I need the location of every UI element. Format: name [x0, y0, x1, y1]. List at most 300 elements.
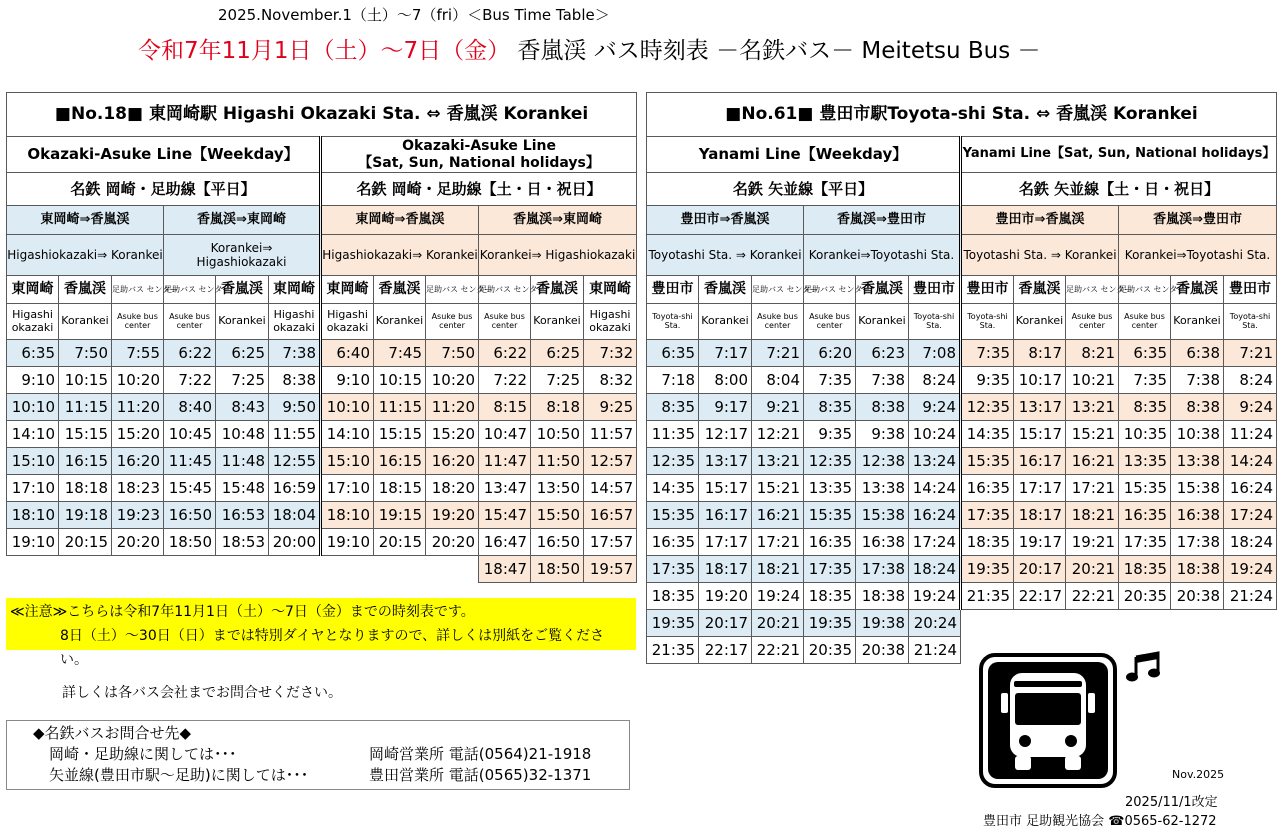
stop-name-text: 足助バス センター [752, 285, 819, 295]
time-cell: 8:04 [752, 367, 804, 394]
time-cell: 18:17 [699, 556, 752, 583]
stop-name-en: Higashi okazaki [321, 304, 374, 340]
time-cell: 15:35 [647, 502, 699, 529]
time-cell: 15:50 [531, 502, 584, 529]
stop-name: 豊田市 [647, 276, 699, 304]
time-cell: 15:38 [856, 502, 909, 529]
time-cell: 8:24 [1224, 367, 1277, 394]
time-cell: 8:40 [164, 394, 216, 421]
time-cell: 19:10 [321, 529, 374, 556]
time-cell: 13:17 [1014, 394, 1066, 421]
time-cell: 6:25 [216, 340, 269, 367]
page-title [138, 32, 1041, 65]
time-cell: 11:48 [216, 448, 269, 475]
time-cell: 22:17 [1014, 583, 1066, 610]
time-cell: 18:24 [909, 556, 961, 583]
time-cell: 7:55 [112, 340, 164, 367]
stop-name-en-text: Asuke bus center [484, 311, 525, 331]
time-cell: 9:35 [804, 421, 856, 448]
table-row [7, 556, 637, 583]
time-cell: 16:17 [1014, 448, 1066, 475]
time-cell: 11:45 [164, 448, 216, 475]
time-cell: 14:35 [647, 475, 699, 502]
time-cell: 15:35 [1119, 475, 1171, 502]
time-cell: 17:38 [1171, 529, 1224, 556]
time-cell: 8:18 [531, 394, 584, 421]
line-weekday-jp-no61: 名鉄 矢並線【平日】 [647, 173, 961, 206]
time-cell: 19:24 [752, 583, 804, 610]
direction-label: 豊田市⇒香嵐渓 [647, 206, 804, 235]
stop-name: 豊田市 [961, 276, 1014, 304]
time-cell: 20:15 [374, 529, 426, 556]
time-cell: 20:17 [1014, 556, 1066, 583]
time-cell: 11:57 [584, 421, 637, 448]
stop-name: 香嵐渓 [1014, 276, 1066, 304]
stop-name-en-text: Asuke bus center [1124, 311, 1165, 331]
time-cell: 19:17 [1014, 529, 1066, 556]
contact-label: 岡崎・足助線に関しては･･･ [49, 745, 237, 763]
time-cell: 7:18 [647, 367, 699, 394]
time-cell: 10:10 [321, 394, 374, 421]
time-cell: 16:57 [584, 502, 637, 529]
time-cell: 8:15 [479, 394, 531, 421]
table-row [647, 637, 1277, 664]
stop-name-en [647, 304, 699, 340]
time-cell: 7:22 [479, 367, 531, 394]
time-cell: 6:20 [804, 340, 856, 367]
time-cell: 15:38 [1171, 475, 1224, 502]
time-cell: 10:20 [426, 367, 479, 394]
time-cell: 7:35 [1119, 367, 1171, 394]
time-cell: 22:21 [1066, 583, 1119, 610]
stop-name-en [479, 304, 531, 340]
nov-date: Nov.2025 [1172, 768, 1225, 781]
time-cell: 15:20 [426, 421, 479, 448]
stop-name [112, 276, 179, 304]
timetable-no18 [6, 92, 637, 583]
time-cell: 18:04 [269, 502, 321, 529]
line-weekday-jp-no18: 名鉄 岡崎・足助線【平日】 [7, 173, 321, 206]
table-row [647, 529, 1277, 556]
time-cell: 19:35 [647, 610, 699, 637]
contact-row [33, 765, 629, 786]
time-cell: 6:22 [479, 340, 531, 367]
time-cell: 11:20 [112, 394, 164, 421]
time-cell: 19:38 [856, 610, 909, 637]
time-cell: 16:24 [1224, 475, 1277, 502]
time-cell: 7:32 [584, 340, 637, 367]
line-weekday-no18: Okazaki-Asuke Line【Weekday】 [7, 137, 321, 173]
stop-name-text: 足助バス センター [804, 285, 871, 295]
time-cell: 16:47 [479, 529, 531, 556]
direction-label-en: Toyotashi Sta. ⇒ Korankei [647, 235, 804, 276]
time-cell: 6:35 [1119, 340, 1171, 367]
time-cell: 20:21 [752, 610, 804, 637]
direction-label-en: Higashiokazaki⇒ Korankei [7, 235, 164, 276]
time-cell [7, 556, 59, 583]
contact-row [33, 744, 629, 765]
time-cell: 12:57 [584, 448, 637, 475]
time-cell: 15:17 [699, 475, 752, 502]
time-cell: 19:18 [59, 502, 112, 529]
time-cell: 8:38 [856, 394, 909, 421]
time-cell: 9:24 [909, 394, 961, 421]
time-cell [216, 556, 269, 583]
stop-name-en [752, 304, 804, 340]
time-cell: 18:35 [961, 529, 1014, 556]
time-cell: 10:35 [1119, 421, 1171, 448]
time-cell: 18:15 [374, 475, 426, 502]
stop-name: 香嵐渓 [531, 276, 584, 304]
time-cell: 13:50 [531, 475, 584, 502]
stop-name-en-text: Asuke bus center [117, 311, 158, 331]
time-cell: 14:57 [584, 475, 637, 502]
stop-name-en-text: Asuke bus center [169, 311, 210, 331]
time-cell: 13:47 [479, 475, 531, 502]
time-cell: 16:21 [752, 502, 804, 529]
stop-name-en: Korankei [374, 304, 426, 340]
time-cell: 6:38 [1171, 340, 1224, 367]
time-cell: 16:21 [1066, 448, 1119, 475]
time-cell: 11:35 [647, 421, 699, 448]
time-cell: 16:59 [269, 475, 321, 502]
time-cell: 19:24 [909, 583, 961, 610]
stop-name: 香嵐渓 [1171, 276, 1224, 304]
time-cell: 11:50 [531, 448, 584, 475]
route-title-no18: ■No.18■ 東岡崎駅 Higashi Okazaki Sta. ⇔ 香嵐渓 Korankei [7, 93, 637, 137]
stop-name-en: Korankei [531, 304, 584, 340]
time-cell [1014, 610, 1066, 637]
time-cell: 10:45 [164, 421, 216, 448]
stop-name-en: Higashi okazaki [584, 304, 637, 340]
music-note-icon [1124, 651, 1164, 683]
time-cell: 16:35 [647, 529, 699, 556]
line-holiday-jp-no61: 名鉄 矢並線【土・日・祝日】 [961, 173, 1277, 206]
direction-label: 香嵐渓⇒豊田市 [1119, 206, 1277, 235]
time-cell: 19:10 [7, 529, 59, 556]
time-cell: 16:38 [856, 529, 909, 556]
stop-name: 香嵐渓 [699, 276, 752, 304]
stop-name-text: 足助バス センター [479, 285, 546, 295]
direction-label-en: Higashiokazaki⇒ Korankei [321, 235, 479, 276]
direction-label: 東岡崎⇒香嵐渓 [7, 206, 164, 235]
time-cell: 15:35 [804, 502, 856, 529]
time-cell: 10:48 [216, 421, 269, 448]
time-cell: 20:17 [699, 610, 752, 637]
notice-box [6, 598, 636, 668]
time-cell: 10:10 [7, 394, 59, 421]
time-cell: 16:35 [1119, 502, 1171, 529]
stop-name-en: Korankei [856, 304, 909, 340]
time-cell: 18:38 [856, 583, 909, 610]
time-cell: 20:20 [112, 529, 164, 556]
time-cell [426, 556, 479, 583]
time-cell: 11:20 [426, 394, 479, 421]
stop-name-en [164, 304, 216, 340]
time-cell: 9:38 [856, 421, 909, 448]
time-cell: 8:32 [584, 367, 637, 394]
time-cell: 15:35 [961, 448, 1014, 475]
time-cell: 17:24 [1224, 502, 1277, 529]
contact-phone: 豊田営業所 電話(0565)32-1371 [369, 766, 592, 784]
time-cell: 18:50 [531, 556, 584, 583]
time-cell: 17:35 [804, 556, 856, 583]
notice-line-2: 8日（土）～30日（日）までは特別ダイヤとなりますので、詳しくは別紙をご覧ください。 [60, 628, 605, 668]
stop-name-en: Korankei [59, 304, 112, 340]
time-cell: 10:20 [112, 367, 164, 394]
time-cell: 15:21 [1066, 421, 1119, 448]
time-cell [112, 556, 164, 583]
time-cell: 15:21 [752, 475, 804, 502]
direction-label-en: Korankei⇒Toyotashi Sta. [1119, 235, 1277, 276]
time-cell [1119, 610, 1171, 637]
time-cell: 9:35 [961, 367, 1014, 394]
time-cell: 13:21 [1066, 394, 1119, 421]
time-cell: 8:17 [1014, 340, 1066, 367]
time-cell: 6:40 [321, 340, 374, 367]
stop-name: 香嵐渓 [856, 276, 909, 304]
stop-name-en-text: Asuke bus center [431, 311, 473, 331]
time-cell: 6:25 [531, 340, 584, 367]
stop-name-en: Korankei [1171, 304, 1224, 340]
time-cell: 8:38 [269, 367, 321, 394]
time-cell: 17:10 [7, 475, 59, 502]
stop-name-en: Korankei [216, 304, 269, 340]
contact-label: 矢並線(豊田市駅～足助)に関しては･･･ [49, 766, 309, 784]
time-cell: 18:21 [1066, 502, 1119, 529]
time-cell: 12:55 [269, 448, 321, 475]
time-cell: 16:50 [531, 529, 584, 556]
table-row [647, 475, 1277, 502]
stop-name [804, 276, 871, 304]
stop-name: 豊田市 [909, 276, 961, 304]
time-cell [164, 556, 216, 583]
time-cell: 15:10 [321, 448, 374, 475]
time-cell: 8:35 [1119, 394, 1171, 421]
direction-label: 香嵐渓⇒東岡崎 [479, 206, 637, 235]
time-cell: 15:47 [479, 502, 531, 529]
time-cell: 10:15 [374, 367, 426, 394]
direction-label-en: Korankei⇒ Higashiokazaki [479, 235, 637, 276]
time-cell: 16:53 [216, 502, 269, 529]
time-cell: 16:24 [909, 502, 961, 529]
stop-name-en: Korankei [1014, 304, 1066, 340]
time-cell: 19:24 [1224, 556, 1277, 583]
time-cell: 16:15 [59, 448, 112, 475]
time-cell: 20:38 [1171, 583, 1224, 610]
stop-name-en-text: Toyota-shi Sta. [652, 311, 693, 331]
time-cell: 9:25 [584, 394, 637, 421]
time-cell: 21:24 [909, 637, 961, 664]
table-row [647, 394, 1277, 421]
time-cell: 17:10 [321, 475, 374, 502]
stop-name-text: 足助バス センター [426, 285, 493, 295]
stop-name-en [1066, 304, 1119, 340]
stop-name-text: 足助バス センター [164, 285, 231, 295]
time-cell: 7:21 [752, 340, 804, 367]
time-cell: 16:15 [374, 448, 426, 475]
contact-box [6, 720, 630, 790]
time-cell: 21:35 [647, 637, 699, 664]
time-cell: 9:10 [7, 367, 59, 394]
stop-name: 東岡崎 [269, 276, 321, 304]
time-cell: 21:24 [1224, 583, 1277, 610]
time-cell: 18:20 [426, 475, 479, 502]
time-cell: 7:38 [1171, 367, 1224, 394]
time-cell: 16:20 [426, 448, 479, 475]
time-cell: 7:38 [269, 340, 321, 367]
time-cell: 6:22 [164, 340, 216, 367]
time-cell: 14:24 [1224, 448, 1277, 475]
time-cell: 11:24 [1224, 421, 1277, 448]
stop-name-en [426, 304, 479, 340]
time-cell: 20:21 [1066, 556, 1119, 583]
line-holiday-no61: Yanami Line【Sat, Sun, National holidays】 [961, 137, 1277, 173]
table-row [647, 448, 1277, 475]
time-cell: 20:35 [804, 637, 856, 664]
time-cell: 9:17 [699, 394, 752, 421]
time-cell: 11:15 [59, 394, 112, 421]
time-cell: 12:21 [752, 421, 804, 448]
table-row [7, 394, 637, 421]
time-cell: 15:45 [164, 475, 216, 502]
time-cell: 10:38 [1171, 421, 1224, 448]
stop-name: 香嵐渓 [374, 276, 426, 304]
line-holiday-no18-1: Okazaki-Asuke Line [402, 138, 556, 155]
time-cell: 19:20 [699, 583, 752, 610]
time-cell: 18:24 [1224, 529, 1277, 556]
time-cell: 19:20 [426, 502, 479, 529]
line-holiday-no18 [321, 137, 637, 173]
time-cell: 20:24 [909, 610, 961, 637]
time-cell: 12:38 [856, 448, 909, 475]
time-cell: 12:35 [804, 448, 856, 475]
stop-name-en [909, 304, 961, 340]
time-cell: 22:21 [752, 637, 804, 664]
stop-name [1066, 276, 1133, 304]
stop-name-en: Korankei [699, 304, 752, 340]
time-cell: 16:35 [804, 529, 856, 556]
time-cell: 19:35 [804, 610, 856, 637]
time-cell: 9:10 [321, 367, 374, 394]
time-cell: 17:57 [584, 529, 637, 556]
time-cell: 6:23 [856, 340, 909, 367]
time-cell: 14:10 [7, 421, 59, 448]
stop-name: 東岡崎 [584, 276, 637, 304]
time-cell: 13:38 [1171, 448, 1224, 475]
direction-label: 香嵐渓⇒豊田市 [804, 206, 961, 235]
time-cell: 8:21 [1066, 340, 1119, 367]
time-cell: 18:18 [59, 475, 112, 502]
time-cell: 18:35 [1119, 556, 1171, 583]
table-row [647, 421, 1277, 448]
time-cell: 17:35 [647, 556, 699, 583]
stop-name-en: Higashi okazaki [7, 304, 59, 340]
stop-name: 東岡崎 [7, 276, 59, 304]
time-cell: 15:15 [374, 421, 426, 448]
time-cell: 12:35 [961, 394, 1014, 421]
time-cell: 17:21 [1066, 475, 1119, 502]
time-cell: 12:17 [699, 421, 752, 448]
title-date: 令和7年11月1日（土）～7日（金） [138, 38, 511, 64]
time-cell: 16:38 [1171, 502, 1224, 529]
time-cell [1224, 610, 1277, 637]
time-cell: 7:17 [699, 340, 752, 367]
contact-note: 詳しくは各バス会社までお問合せください。 [62, 685, 342, 701]
time-cell: 17:38 [856, 556, 909, 583]
table-row [647, 340, 1277, 367]
stop-name-en [112, 304, 164, 340]
time-cell: 21:35 [961, 583, 1014, 610]
table-row [647, 502, 1277, 529]
time-cell: 7:35 [961, 340, 1014, 367]
direction-label: 香嵐渓⇒東岡崎 [164, 206, 321, 235]
time-cell: 7:25 [216, 367, 269, 394]
time-cell: 18:21 [752, 556, 804, 583]
time-cell: 14:10 [321, 421, 374, 448]
time-cell: 13:35 [804, 475, 856, 502]
time-cell: 15:20 [112, 421, 164, 448]
time-cell: 17:35 [961, 502, 1014, 529]
time-cell: 17:17 [1014, 475, 1066, 502]
time-cell: 19:35 [961, 556, 1014, 583]
stop-name-en-text: Toyota-shi Sta. [1229, 311, 1271, 331]
time-cell: 8:00 [699, 367, 752, 394]
time-cell [59, 556, 112, 583]
time-cell: 7:38 [856, 367, 909, 394]
time-cell [1171, 610, 1224, 637]
table-row [7, 475, 637, 502]
table-row [7, 340, 637, 367]
time-cell [961, 610, 1014, 637]
time-cell: 13:21 [752, 448, 804, 475]
time-cell: 8:43 [216, 394, 269, 421]
stop-name-en [1119, 304, 1171, 340]
revised-date: 2025/11/1改定 [1125, 795, 1218, 810]
time-cell: 10:47 [479, 421, 531, 448]
time-cell: 11:47 [479, 448, 531, 475]
time-cell: 10:50 [531, 421, 584, 448]
stop-name-en-text: Toyota-shi Sta. [913, 311, 955, 331]
time-cell: 18:50 [164, 529, 216, 556]
table-row [7, 367, 637, 394]
time-cell: 10:21 [1066, 367, 1119, 394]
time-cell: 18:35 [647, 583, 699, 610]
time-cell: 10:15 [59, 367, 112, 394]
time-cell: 7:45 [374, 340, 426, 367]
time-cell: 9:24 [1224, 394, 1277, 421]
table-row [7, 529, 637, 556]
time-cell [1171, 637, 1224, 664]
stop-name [479, 276, 546, 304]
time-cell: 11:15 [374, 394, 426, 421]
stop-name-en-text: Asuke bus center [809, 311, 850, 331]
stop-name: 豊田市 [1224, 276, 1277, 304]
time-cell: 12:35 [647, 448, 699, 475]
time-cell: 14:35 [961, 421, 1014, 448]
stop-name-text: 足助バス センター [112, 285, 179, 295]
time-cell: 18:10 [321, 502, 374, 529]
title-text: 香嵐渓 バス時刻表 －名鉄バス－ Meitetsu Bus － [517, 38, 1041, 64]
time-cell: 16:17 [699, 502, 752, 529]
time-cell: 13:38 [856, 475, 909, 502]
direction-label-en: Korankei⇒ Higashiokazaki [164, 235, 321, 276]
time-cell: 17:24 [909, 529, 961, 556]
time-cell: 7:22 [164, 367, 216, 394]
time-cell: 6:35 [7, 340, 59, 367]
time-cell: 7:50 [426, 340, 479, 367]
time-cell: 15:10 [7, 448, 59, 475]
